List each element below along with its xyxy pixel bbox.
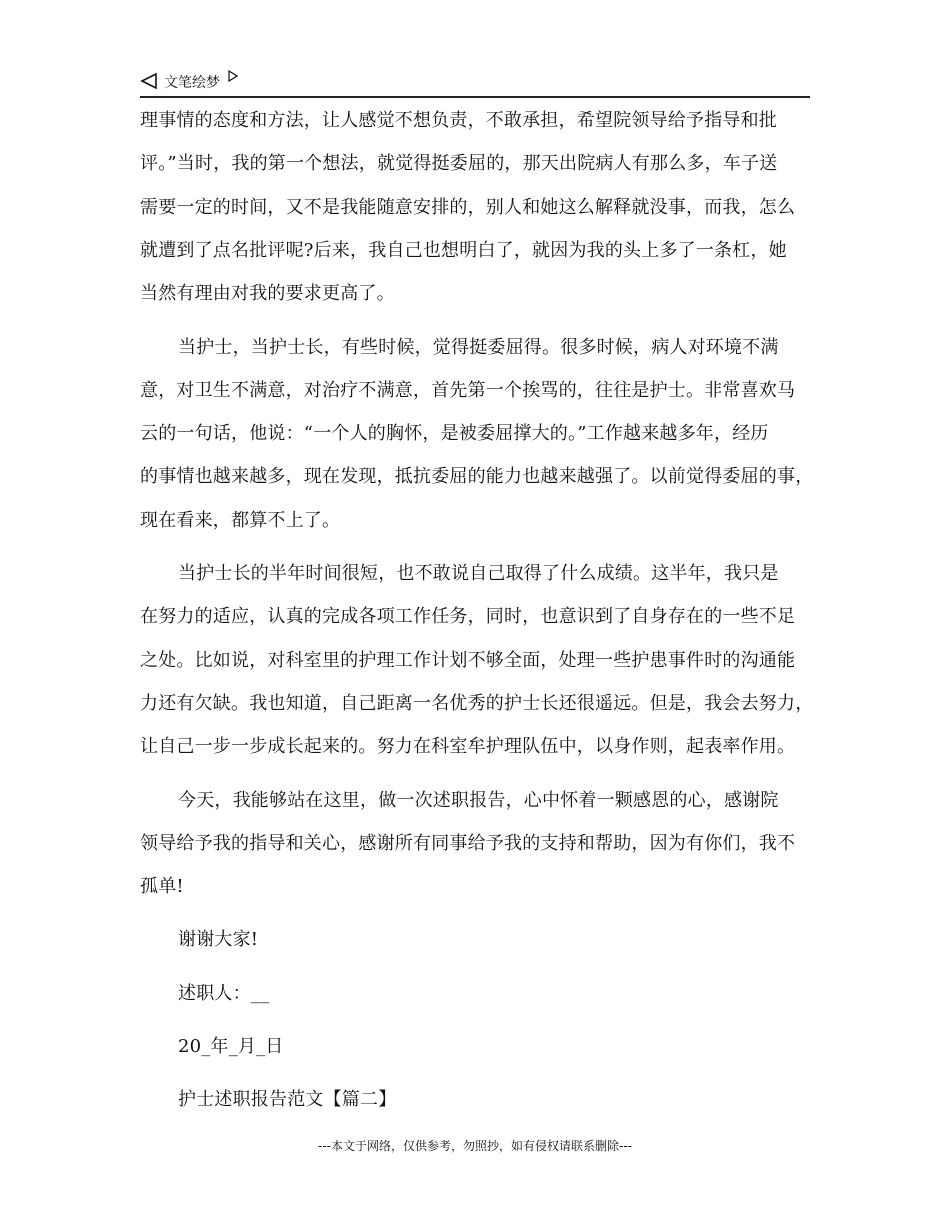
paragraph-line: 就遭到了点名批评呢?后来，我自己也想明白了，就因为我的头上多了一条杠，她 (140, 239, 787, 261)
page-header (140, 68, 810, 98)
paragraph-line: 述职人：__ (178, 982, 270, 1004)
paragraph-line: 现在看来，都算不上了。 (140, 509, 341, 531)
paragraph-line: 在努力的适应，认真的完成各项工作任务，同时，也意识到了自身存在的一些不足 (140, 606, 796, 628)
paragraph-line: 当然有理由对我的要求更高了。 (140, 283, 395, 305)
paragraph-line: 当护士长的半年时间很短，也不敢说自己取得了什么成绩。这半年，我只是 (178, 563, 779, 584)
footer-disclaimer: ---本文于网络，仅供参考，勿照抄，如有侵权请联系删除--- (318, 1139, 632, 1153)
paragraph-line: 之处。比如说，对科室里的护理工作计划不够全面，处理一些护患事件时的沟通能 (140, 649, 796, 671)
paragraph-line: 云的一句话，他说：“一个人的胸怀，是被委屈撑大的。”工作越来越多年，经历 (140, 423, 769, 445)
paragraph-line: 孤单! (140, 876, 184, 898)
paragraph-line: 的事情也越来越多，现在发现，抵抗委屈的能力也越来越强了。以前觉得委屈的事， (140, 466, 814, 488)
paragraph-line: 今天，我能够站在这里，做一次述职报告，心中怀着一颗感恩的心，感谢院 (178, 789, 779, 811)
paragraph-line: 当护士，当护士长，有些时候，觉得挺委屈得。很多时候，病人对环境不满 (178, 336, 779, 358)
triangle-left-outline-icon (140, 72, 158, 90)
paragraph-line: 评。”当时，我的第一个想法，就觉得挺委屈的，那天出院病人有那么多，车子送 (140, 153, 778, 175)
paragraph-line: 谢谢大家! (178, 929, 259, 951)
header-title: 文笔绘梦 (164, 75, 220, 91)
paragraph-line: 意，对卫生不满意，对治疗不满意，首先第一个挨骂的，往往是护士。非常喜欢马 (140, 379, 796, 401)
paragraph-line: 力还有欠缺。我也知道，自己距离一名优秀的护士长还很遥远。但是，我会去努力， (140, 692, 814, 714)
paragraph-line: 理事情的态度和方法，让人感觉不想负责，不敢承担，希望院领导给予指导和批 (140, 110, 777, 131)
paragraph-line: 需要一定的时间，又不是我能随意安排的，别人和她这么解释就没事，而我，怎么 (140, 196, 796, 218)
paragraph-line: 20_年_月_日 (178, 1036, 284, 1057)
paragraph-line: 护士述职报告范文【篇二】 (178, 1089, 397, 1111)
paragraph-line: 让自己一步一步成长起来的。努力在科室牟护理队伍中，以身作则，起表率作用。 (140, 736, 796, 758)
paragraph-line: 领导给予我的指导和关心，感谢所有同事给予我的支持和帮助，因为有你们，我不 (140, 832, 796, 854)
triangle-right-outline-icon (228, 70, 238, 82)
